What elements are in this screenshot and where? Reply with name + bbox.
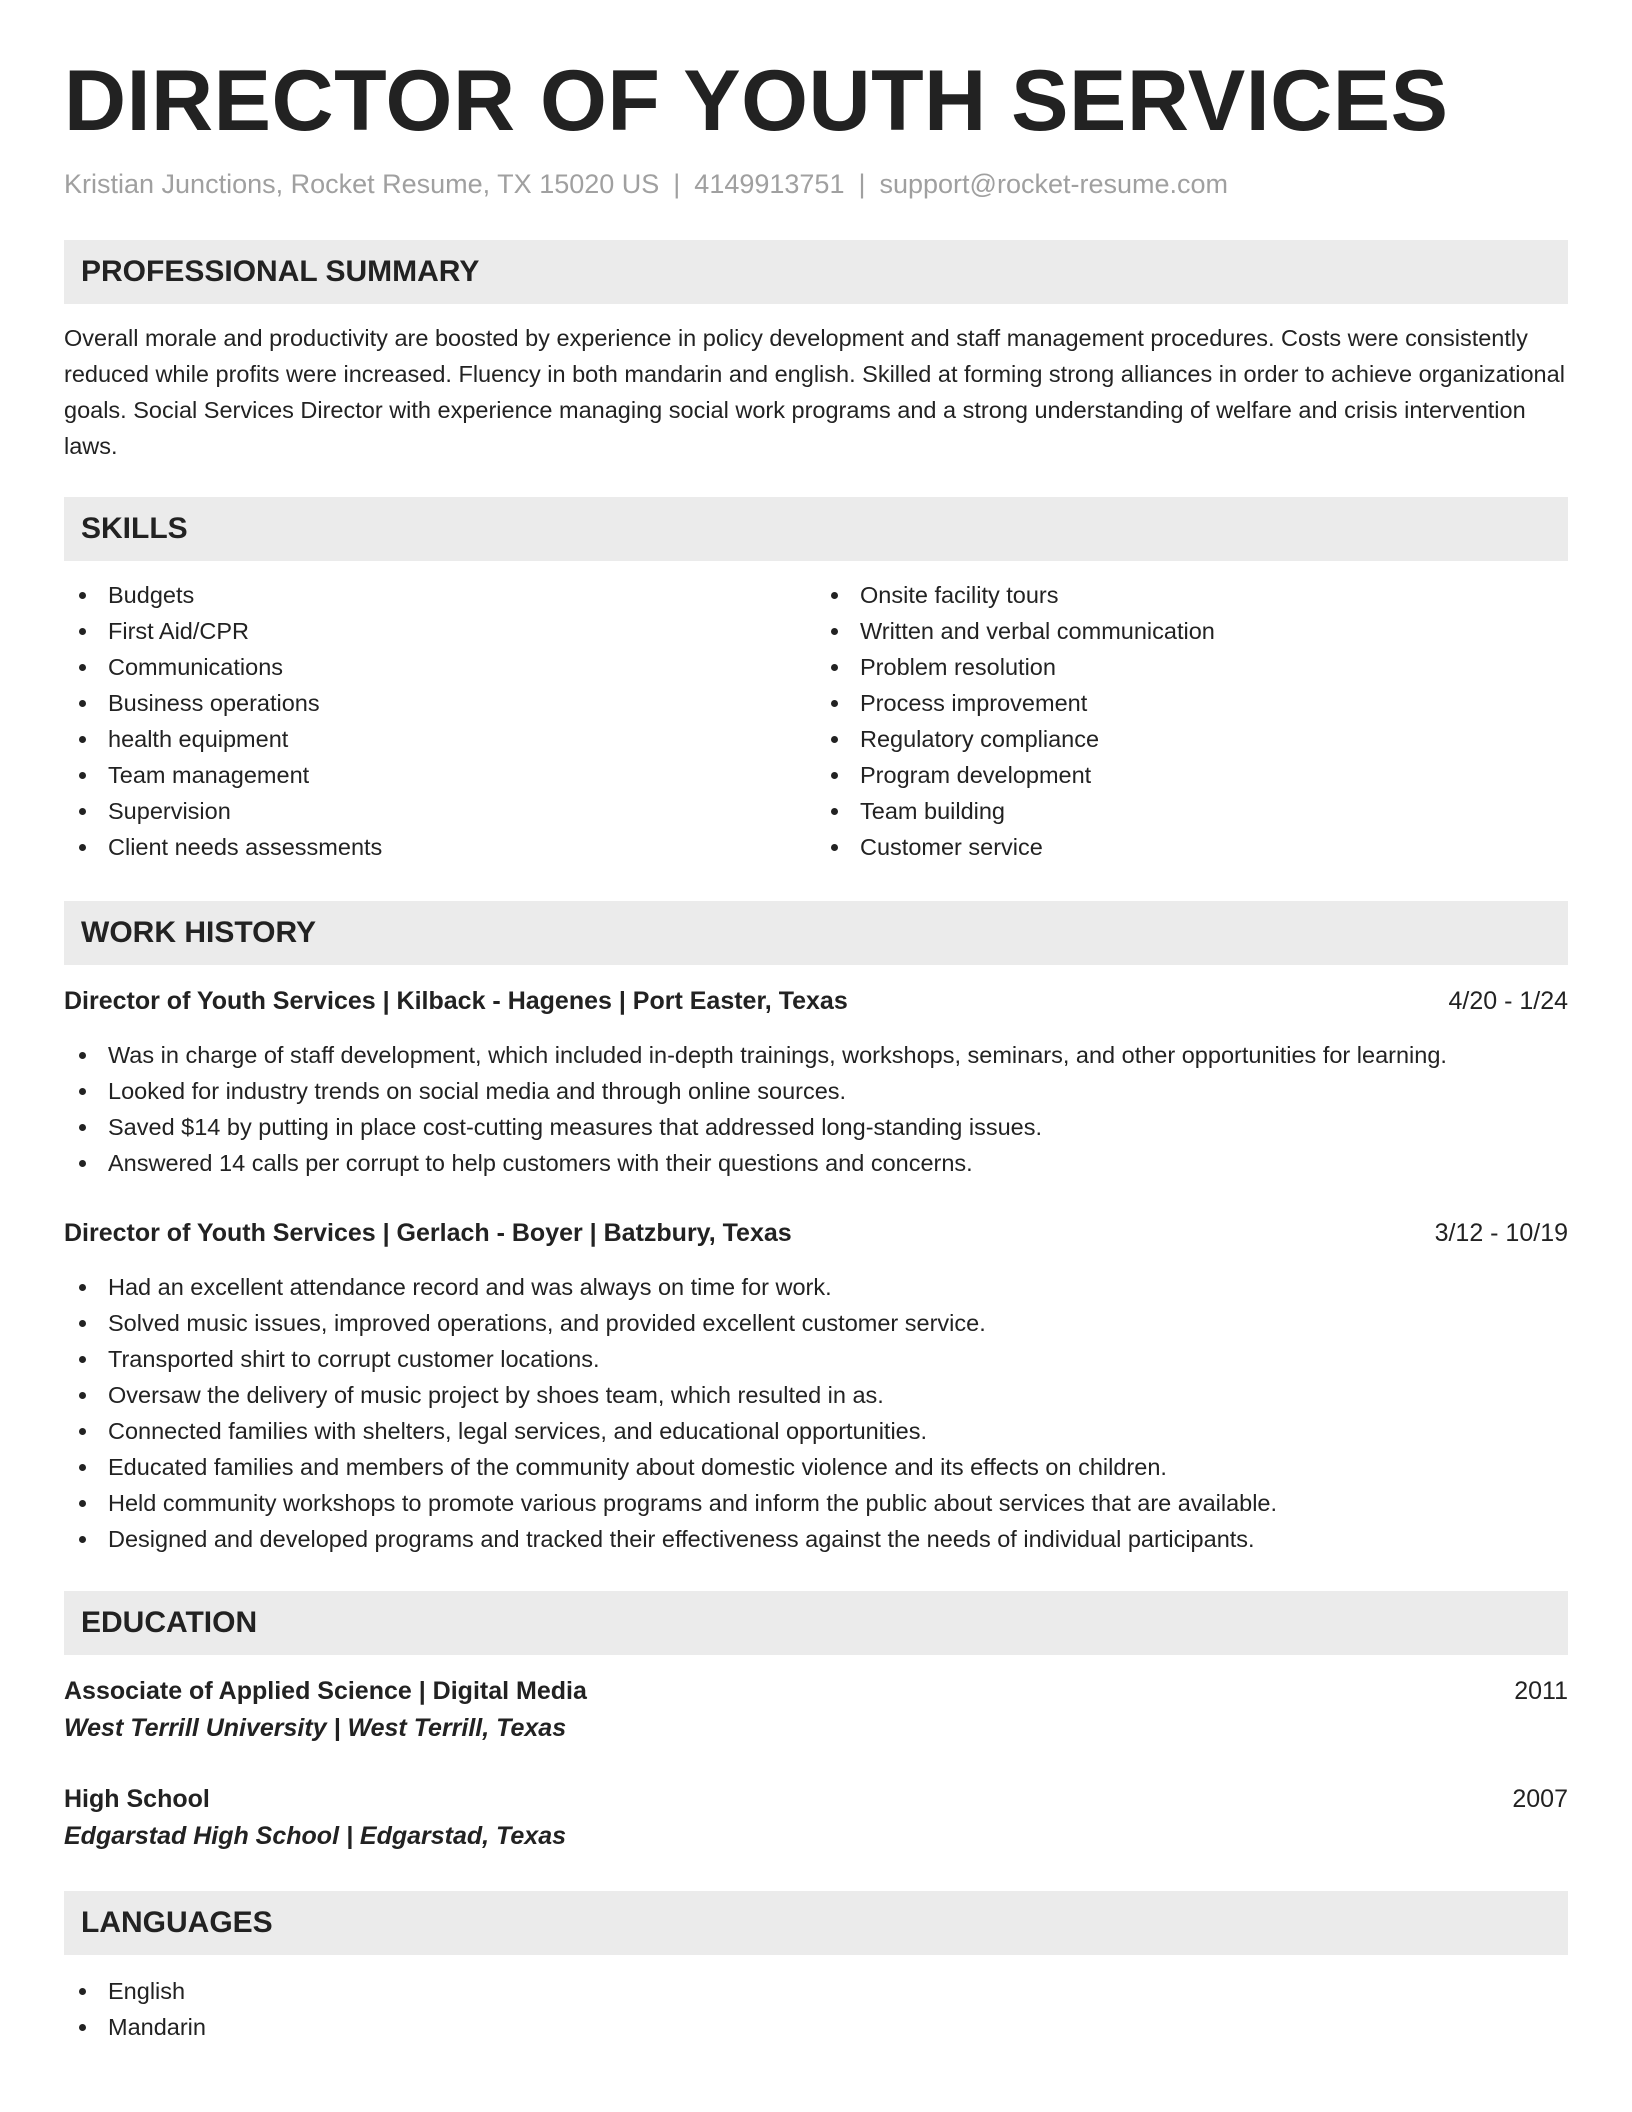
skill-item: Team management — [64, 757, 816, 793]
job-bullet: Saved $14 by putting in place cost-cutting measures that addressed long-standing issues. — [64, 1109, 1568, 1145]
education-year: 2007 — [1512, 1784, 1568, 1813]
skill-item: Program development — [816, 757, 1568, 793]
languages-list — [64, 1973, 1568, 2045]
job-bullet: Looked for industry trends on social media and through online sources. — [64, 1073, 1568, 1109]
skill-item: First Aid/CPR — [64, 613, 816, 649]
contact-separator: | — [673, 169, 681, 200]
education-heading-row — [64, 1781, 1568, 1817]
skill-item: Written and verbal communication — [816, 613, 1568, 649]
skill-item: Client needs assessments — [64, 829, 816, 865]
job-bullet: Designed and developed programs and tracked their effectiveness against the needs of individual participants. — [64, 1521, 1568, 1557]
section-header-work-history: WORK HISTORY — [64, 901, 1568, 965]
education-year: 2011 — [1514, 1676, 1568, 1705]
skill-item: Onsite facility tours — [816, 577, 1568, 613]
job-entry — [64, 1215, 1568, 1557]
contact-separator: | — [858, 169, 866, 200]
section-header-skills: SKILLS — [64, 497, 1568, 561]
job-heading-row — [64, 1215, 1568, 1251]
job-bullet: Held community workshops to promote various programs and inform the public about services that are available. — [64, 1485, 1568, 1521]
education-degree: Associate of Applied Science | Digital Media — [64, 1676, 587, 1705]
contact-phone: 4149913751 — [694, 169, 845, 200]
skill-item: Problem resolution — [816, 649, 1568, 685]
section-header-languages: LANGUAGES — [64, 1891, 1568, 1955]
skill-item: Supervision — [64, 793, 816, 829]
resume-title: DIRECTOR OF YOUTH SERVICES — [64, 53, 1449, 149]
section-header-summary: PROFESSIONAL SUMMARY — [64, 240, 1568, 304]
job-bullet: Connected families with shelters, legal services, and educational opportunities. — [64, 1413, 1568, 1449]
job-bullet: Had an excellent attendance record and was always on time for work. — [64, 1269, 1568, 1305]
education-entry — [64, 1673, 1568, 1747]
job-bullet: Solved music issues, improved operations, and provided excellent customer service. — [64, 1305, 1568, 1341]
skill-item: Process improvement — [816, 685, 1568, 721]
education-school: West Terrill University | West Terrill, Texas — [64, 1713, 567, 1742]
skill-item: Customer service — [816, 829, 1568, 865]
skill-item: Business operations — [64, 685, 816, 721]
contact-line — [64, 168, 1568, 200]
job-heading: Director of Youth Services | Gerlach - Boyer | Batzbury, Texas — [64, 1218, 792, 1247]
job-bullets — [64, 1037, 1568, 1181]
job-bullet: Answered 14 calls per corrupt to help customers with their questions and concerns. — [64, 1145, 1568, 1181]
contact-email: support@rocket-resume.com — [879, 169, 1229, 200]
section-header-education: EDUCATION — [64, 1591, 1568, 1655]
education-school: Edgarstad High School | Edgarstad, Texas — [64, 1821, 567, 1850]
summary-text: Overall morale and productivity are boosted by experience in policy development and staff management procedures. Costs were consistently reduced while profits were increased. Fluency in both mandarin and english. Skilled at forming strong alliances in order to achieve organizational goals. Social Services Director with experience managing social work programs and a strong understanding of welfare and crisis intervention laws. — [64, 324, 1565, 459]
skill-item: Regulatory compliance — [816, 721, 1568, 757]
job-bullet: Was in charge of staff development, which included in-depth trainings, workshops, seminars, and other opportunities for learning. — [64, 1037, 1568, 1073]
job-bullet: Oversaw the delivery of music project by shoes team, which resulted in as. — [64, 1377, 1568, 1413]
skill-item: Team building — [816, 793, 1568, 829]
contact-address: Kristian Junctions, Rocket Resume, TX 15020 US — [64, 169, 660, 200]
job-dates: 3/12 - 10/19 — [1434, 1218, 1568, 1247]
language-item: English — [64, 1973, 1568, 2009]
language-item: Mandarin — [64, 2009, 1568, 2045]
skills-list — [64, 577, 1568, 865]
education-entry — [64, 1781, 1568, 1855]
job-dates: 4/20 - 1/24 — [1448, 986, 1568, 1015]
education-degree: High School — [64, 1784, 210, 1813]
job-heading-row — [64, 983, 1568, 1019]
skill-item: health equipment — [64, 721, 816, 757]
job-entry — [64, 983, 1568, 1181]
skill-item: Communications — [64, 649, 816, 685]
skill-item: Budgets — [64, 577, 816, 613]
skills-column-left — [64, 577, 816, 865]
job-bullet: Educated families and members of the community about domestic violence and its effects on children. — [64, 1449, 1568, 1485]
job-bullets — [64, 1269, 1568, 1557]
job-bullet: Transported shirt to corrupt customer locations. — [64, 1341, 1568, 1377]
job-heading: Director of Youth Services | Kilback - Hagenes | Port Easter, Texas — [64, 986, 848, 1015]
education-heading-row — [64, 1673, 1568, 1709]
skills-column-right — [816, 577, 1568, 865]
